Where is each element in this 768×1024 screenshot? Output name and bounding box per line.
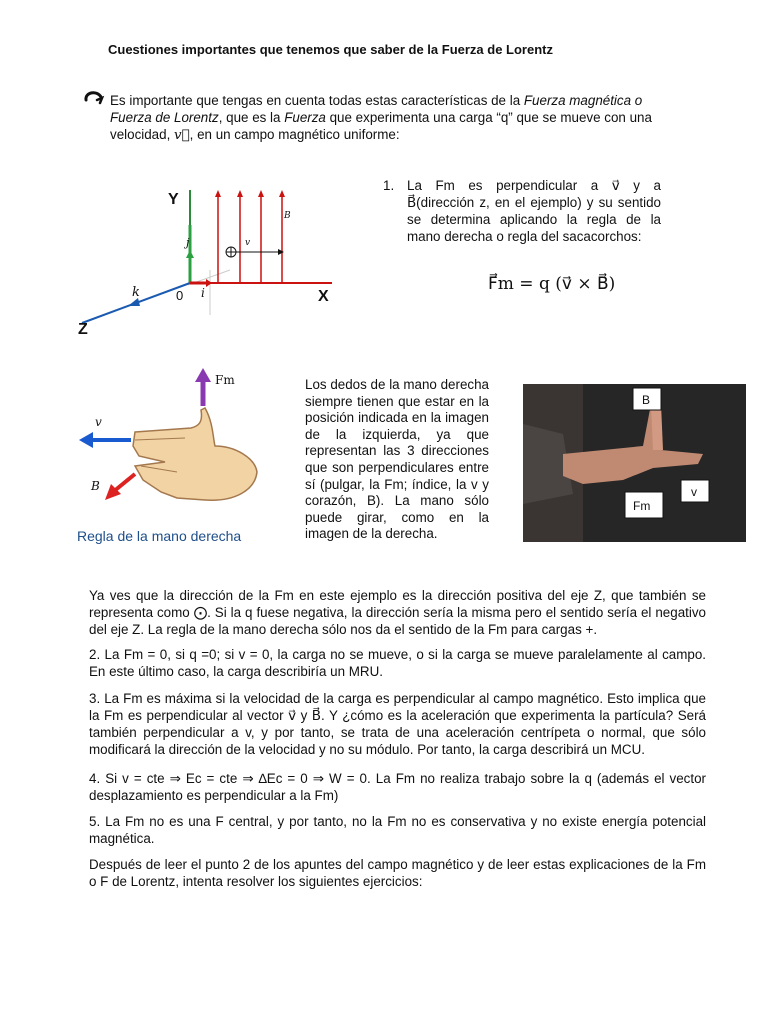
paragraph-direction: Ya ves que la dirección de la Fm en este ejemplo es la dirección positiva del eje Z, que también se representa como ⨀. Si la q fuese negativa, la dirección sería la misma pero el sentido sería el negativo del eje Z. La regla de la mano derecha sólo nos da el sentido de la Fm para cargas +. [89,588,706,637]
paragraph-point-3: 3. La Fm es máxima si la velocidad de la carga es perpendicular al campo magnético. Esto implica que la Fm es perpendicular al vector v⃗ y B⃗. Y ¿cómo es la aceleración que experimenta la partícula? Será también perpendicular a v, y por tanto, se trata de una aceleración centrípeta o normal, que sólo modificará la dirección de la velocidad y no su módulo. Por tanto, la carga describirá un MCU. [89,691,706,757]
point-1-text: La Fm es perpendicular a v⃗ y a B⃗(dirección z, en el ejemplo) y su sentido se determina aplicando la regla de la mano derecha o regla del sacacorchos: [407,178,661,244]
photo-v-label: v [691,485,697,499]
hand-b-label: B [91,479,100,493]
origin-label: 0 [176,288,184,303]
paragraph-point-5: 5. La Fm no es una F central, y por tanto, no la Fm no es conservativa y no existe energía potencial magnética. [89,814,706,846]
z-axis-label: Z [78,321,88,338]
j-label: j [186,236,190,249]
paragraph-point-2: 2. La Fm = 0, si q =0; si v = 0, la carga no se mueve, o si la carga se mueve paralelamente al campo. En este último caso, la carga describiría un MRU. [89,647,706,679]
fingers-explanation: Los dedos de la mano derecha siempre tienen que estar en la posición indicada en la imagen de la izquierda, ya que representan las 3 direcciones que son perpendiculares entre sí (pulgar, la Fm; índice, la v y corazón, B). La mano sólo puede girar, como en la imagen de la derecha. [305,377,489,542]
right-hand-rule-figure [65,362,275,552]
k-label: k [132,285,140,300]
lorentz-axes-diagram [70,180,340,345]
i-label: i [201,286,205,300]
hand-photo [523,384,746,542]
v-label: v [245,238,251,248]
point-1 [383,177,661,245]
paragraph-point-4: 4. Si v = cte ⇒ Ec = cte ⇒ ∆Ec = 0 ⇒ W = 0. La Fm no realiza trabajo sobre la q (además el vector desplazamiento es perpendicular a la Fm) [89,771,706,803]
b-label: B [284,211,291,221]
lorentz-formula: F⃗m = q (v⃗ × B⃗) [488,274,616,294]
intro-paragraph: Es importante que tengas en cuenta todas estas características de la Fuerza magnética o Fuerza de Lorentz, que es la Fuerza que experimenta una carga “q” que se mueve con una velocidad, v⃗, en un campo magnético uniforme: [110,93,652,143]
hand-caption: Regla de la mano derecha [77,528,242,544]
page-title: Cuestiones importantes que tenemos que saber de la Fuerza de Lorentz [108,42,553,57]
hand-fm-label: Fm [215,373,235,387]
hand-v-label: v [95,415,102,429]
photo-fm-label: Fm [633,499,651,513]
x-axis-label: X [318,288,329,305]
y-axis-label: Y [168,191,179,208]
photo-b-label: B [642,393,651,407]
arrow-curve-icon [82,86,106,110]
paragraph-exercises-intro: Después de leer el punto 2 de los apuntes del campo magnético y de leer estas explicaciones de la Fm o F de Lorentz, intenta resolver los siguientes ejercicios: [89,857,706,889]
point-1-number: 1. [383,178,395,193]
